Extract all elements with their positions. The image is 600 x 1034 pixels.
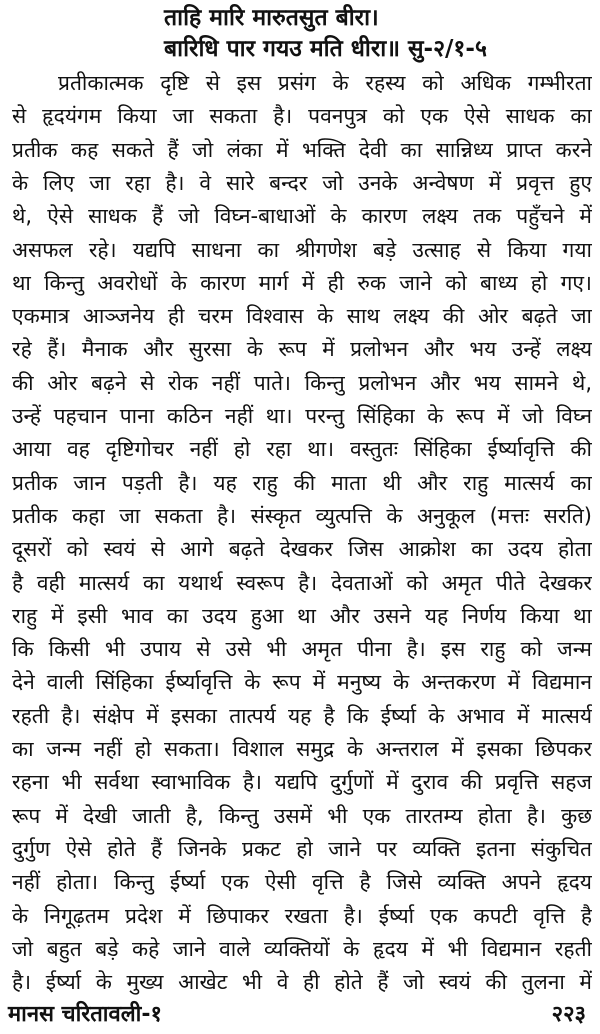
- body-line: असफल रहे। यद्यपि साधना का श्रीगणेश बड़े उत्साह से किया गया: [12, 237, 592, 262]
- body-line: प्रतीकात्मक दृष्टि से इस प्रसंग के रहस्य को अधिक गम्भीरता: [58, 71, 592, 95]
- body-line: एकमात्र आञ्जनेय ही चरम विश्वास के साथ लक्ष्य की ओर बढ़ते जा: [12, 304, 592, 329]
- body-line: कि किसी भी उपाय से उसे भी अमृत पीना है। इस राहु को जन्म: [12, 637, 592, 662]
- body-line: जो बहुत बड़े कहे जाने वाले व्यक्तियों के हृदय में भी विद्यमान रहती: [12, 936, 592, 961]
- body-line: के निगूढ़तम प्रदेश में छिपाकर रखता है। ईर्ष्या एक कपटी वृत्ति है: [12, 903, 592, 928]
- book-title: मानस चरितावली-१: [8, 1002, 162, 1027]
- body-line: आया वह दृष्टिगोचर नहीं हो रहा था। वस्तुतः सिंहिका ईर्ष्यावृत्ति की: [12, 437, 592, 462]
- body-line: है वही मात्सर्य का यथार्थ स्वरूप है। देवताओं को अमृत पीते देखकर: [12, 570, 592, 595]
- body-line: रहना भी सर्वथा स्वाभाविक है। यद्यपि दुर्गुणों में दुराव की प्रवृत्ति सहज: [12, 770, 592, 795]
- body-line: उन्हें पहचान पाना कठिन नहीं था। परन्तु सिंहिका के रूप में जो विघ्न: [12, 404, 592, 428]
- body-line: था किन्तु अवरोधों के कारण मार्ग में ही रुक जाने को बाध्य हो गए।: [12, 270, 592, 295]
- page-number: २२३: [551, 1002, 586, 1027]
- body-line: राहु में इसी भाव का उदय हुआ था और उसने यह निर्णय किया था: [12, 603, 592, 628]
- verse-line-1: ताहि मारि मारुतसुत बीरा।: [164, 5, 379, 31]
- body-line: रहे हैं। मैनाक और सुरसा के रूप में प्रलोभन और भय उन्हें लक्ष्य: [12, 337, 592, 362]
- body-line: प्रतीक कह सकते हैं जो लंका में भक्ति देवी का सान्निध्य प्राप्त करने: [12, 137, 592, 162]
- body-line: नहीं होता। किन्तु ईर्ष्या एक ऐसी वृत्ति है जिसे व्यक्ति अपने हृदय: [12, 870, 592, 895]
- body-line: की ओर बढ़ने से रोक नहीं पाते। किन्तु प्रलोभन और भय सामने थे,: [12, 370, 592, 395]
- body-line: प्रतीक जान पड़ती है। यह राहु की माता थी और राहु मात्सर्य का: [12, 470, 592, 495]
- body-line: रूप में देखी जाती है, किन्तु उसमें भी एक तारतम्य होता है। कुछ: [12, 803, 592, 828]
- body-line: का जन्म नहीं हो सकता। विशाल समुद्र के अन्तराल में इसका छिपकर: [12, 737, 592, 761]
- body-line: प्रतीक कहा जा सकता है। संस्कृत व्युत्पत्ति के अनुकूल (मत्तः सरति): [12, 503, 592, 528]
- body-line: रहती है। संक्षेप में इसका तात्पर्य यह है कि ईर्ष्या के अभाव में मात्सर्य: [12, 703, 592, 728]
- body-line: से हृदयंगम किया जा सकता है। पवनपुत्र को एक ऐसे साधक का: [12, 104, 592, 129]
- verse-line-2: बारिधि पार गयउ मति धीरा॥ सु-२/१-५: [164, 36, 487, 62]
- body-line: है। ईर्ष्या के मुख्य आखेट भी वे ही होते हैं जो स्वयं की तुलना में: [12, 970, 592, 995]
- body-line: के लिए जा रहा है। वे सारे बन्दर जो उनके अन्वेषण में प्रवृत्त हुए: [12, 170, 592, 195]
- body-line: देने वाली सिंहिका ईर्ष्यावृत्ति के रूप में मनुष्य के अन्तकरण में विद्यमान: [12, 670, 592, 695]
- body-line: दूसरों को स्वयं से आगे बढ़ते देखकर जिस आक्रोश का उदय होता: [12, 537, 592, 562]
- body-line: थे, ऐसे साधक हैं जो विघ्न-बाधाओं के कारण लक्ष्य तक पहुँचने में: [12, 204, 592, 229]
- body-line: दुर्गुण ऐसे होते हैं जिनके प्रकट हो जाने पर व्यक्ति इतना संकुचित: [12, 836, 592, 861]
